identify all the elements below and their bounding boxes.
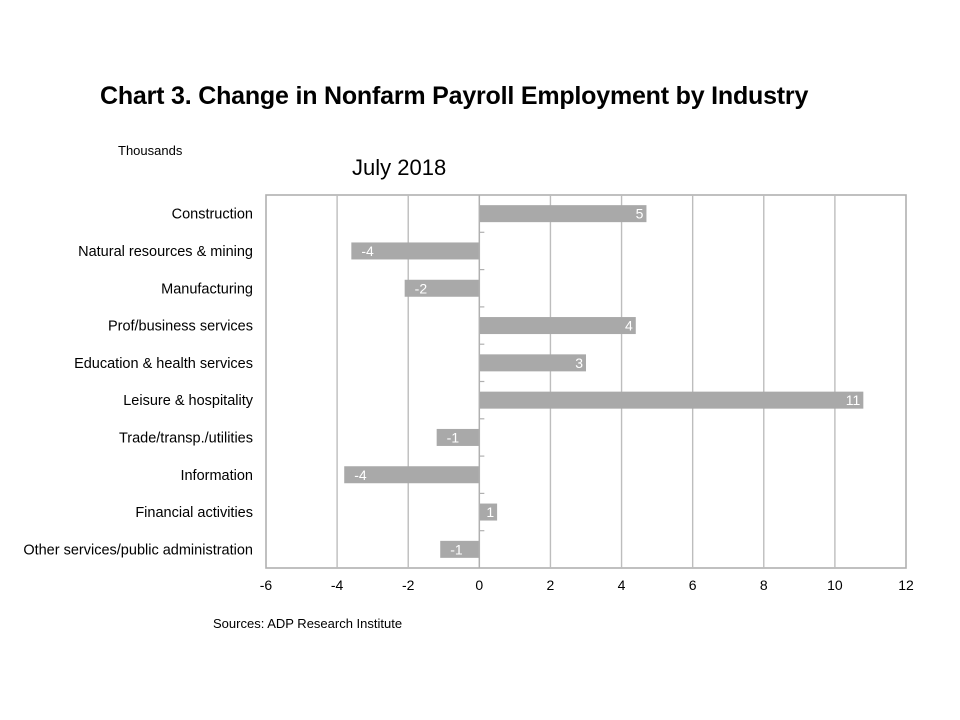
data-label: 3	[575, 354, 583, 371]
data-label: -2	[414, 280, 428, 297]
category-label: Leisure & hospitality	[123, 393, 253, 410]
x-tick-label: 12	[898, 577, 914, 593]
x-tick-label: 8	[759, 577, 768, 593]
data-label: 11	[845, 392, 861, 409]
category-label: Construction	[171, 206, 253, 223]
data-label: 4	[624, 317, 633, 334]
data-label: 1	[486, 504, 495, 521]
x-tick-label: 0	[475, 577, 484, 593]
x-tick-label: 4	[617, 577, 626, 593]
category-label: Trade/transp./utilities	[118, 430, 253, 447]
category-label: Financial activities	[135, 505, 253, 522]
x-tick-label: -4	[330, 577, 344, 593]
x-tick-label: 10	[827, 577, 843, 593]
bar	[479, 205, 646, 222]
data-label: -4	[361, 242, 374, 259]
category-label: Other services/public administration	[23, 542, 253, 559]
chart-title: Chart 3. Change in Nonfarm Payroll Employment by Industry	[100, 82, 809, 110]
category-label: Education & health services	[74, 355, 253, 372]
bar	[479, 354, 586, 371]
category-label: Information	[180, 467, 253, 484]
units-label: Thousands	[118, 143, 183, 158]
x-tick-label: -6	[259, 577, 273, 593]
category-label: Natural resources & mining	[78, 243, 253, 260]
data-label: -1	[450, 541, 463, 558]
bar	[479, 317, 635, 334]
data-label: 5	[635, 205, 644, 222]
category-label: Prof/business services	[107, 318, 253, 335]
bar	[479, 392, 863, 409]
data-label: -4	[354, 466, 367, 483]
chart-subtitle: July 2018	[352, 155, 447, 180]
x-tick-label: -2	[401, 577, 415, 593]
source-note: Sources: ADP Research Institute	[213, 616, 403, 631]
x-tick-label: 6	[688, 577, 697, 593]
category-label: Manufacturing	[161, 281, 253, 298]
data-label: -1	[446, 429, 460, 446]
x-tick-label: 2	[546, 577, 555, 593]
